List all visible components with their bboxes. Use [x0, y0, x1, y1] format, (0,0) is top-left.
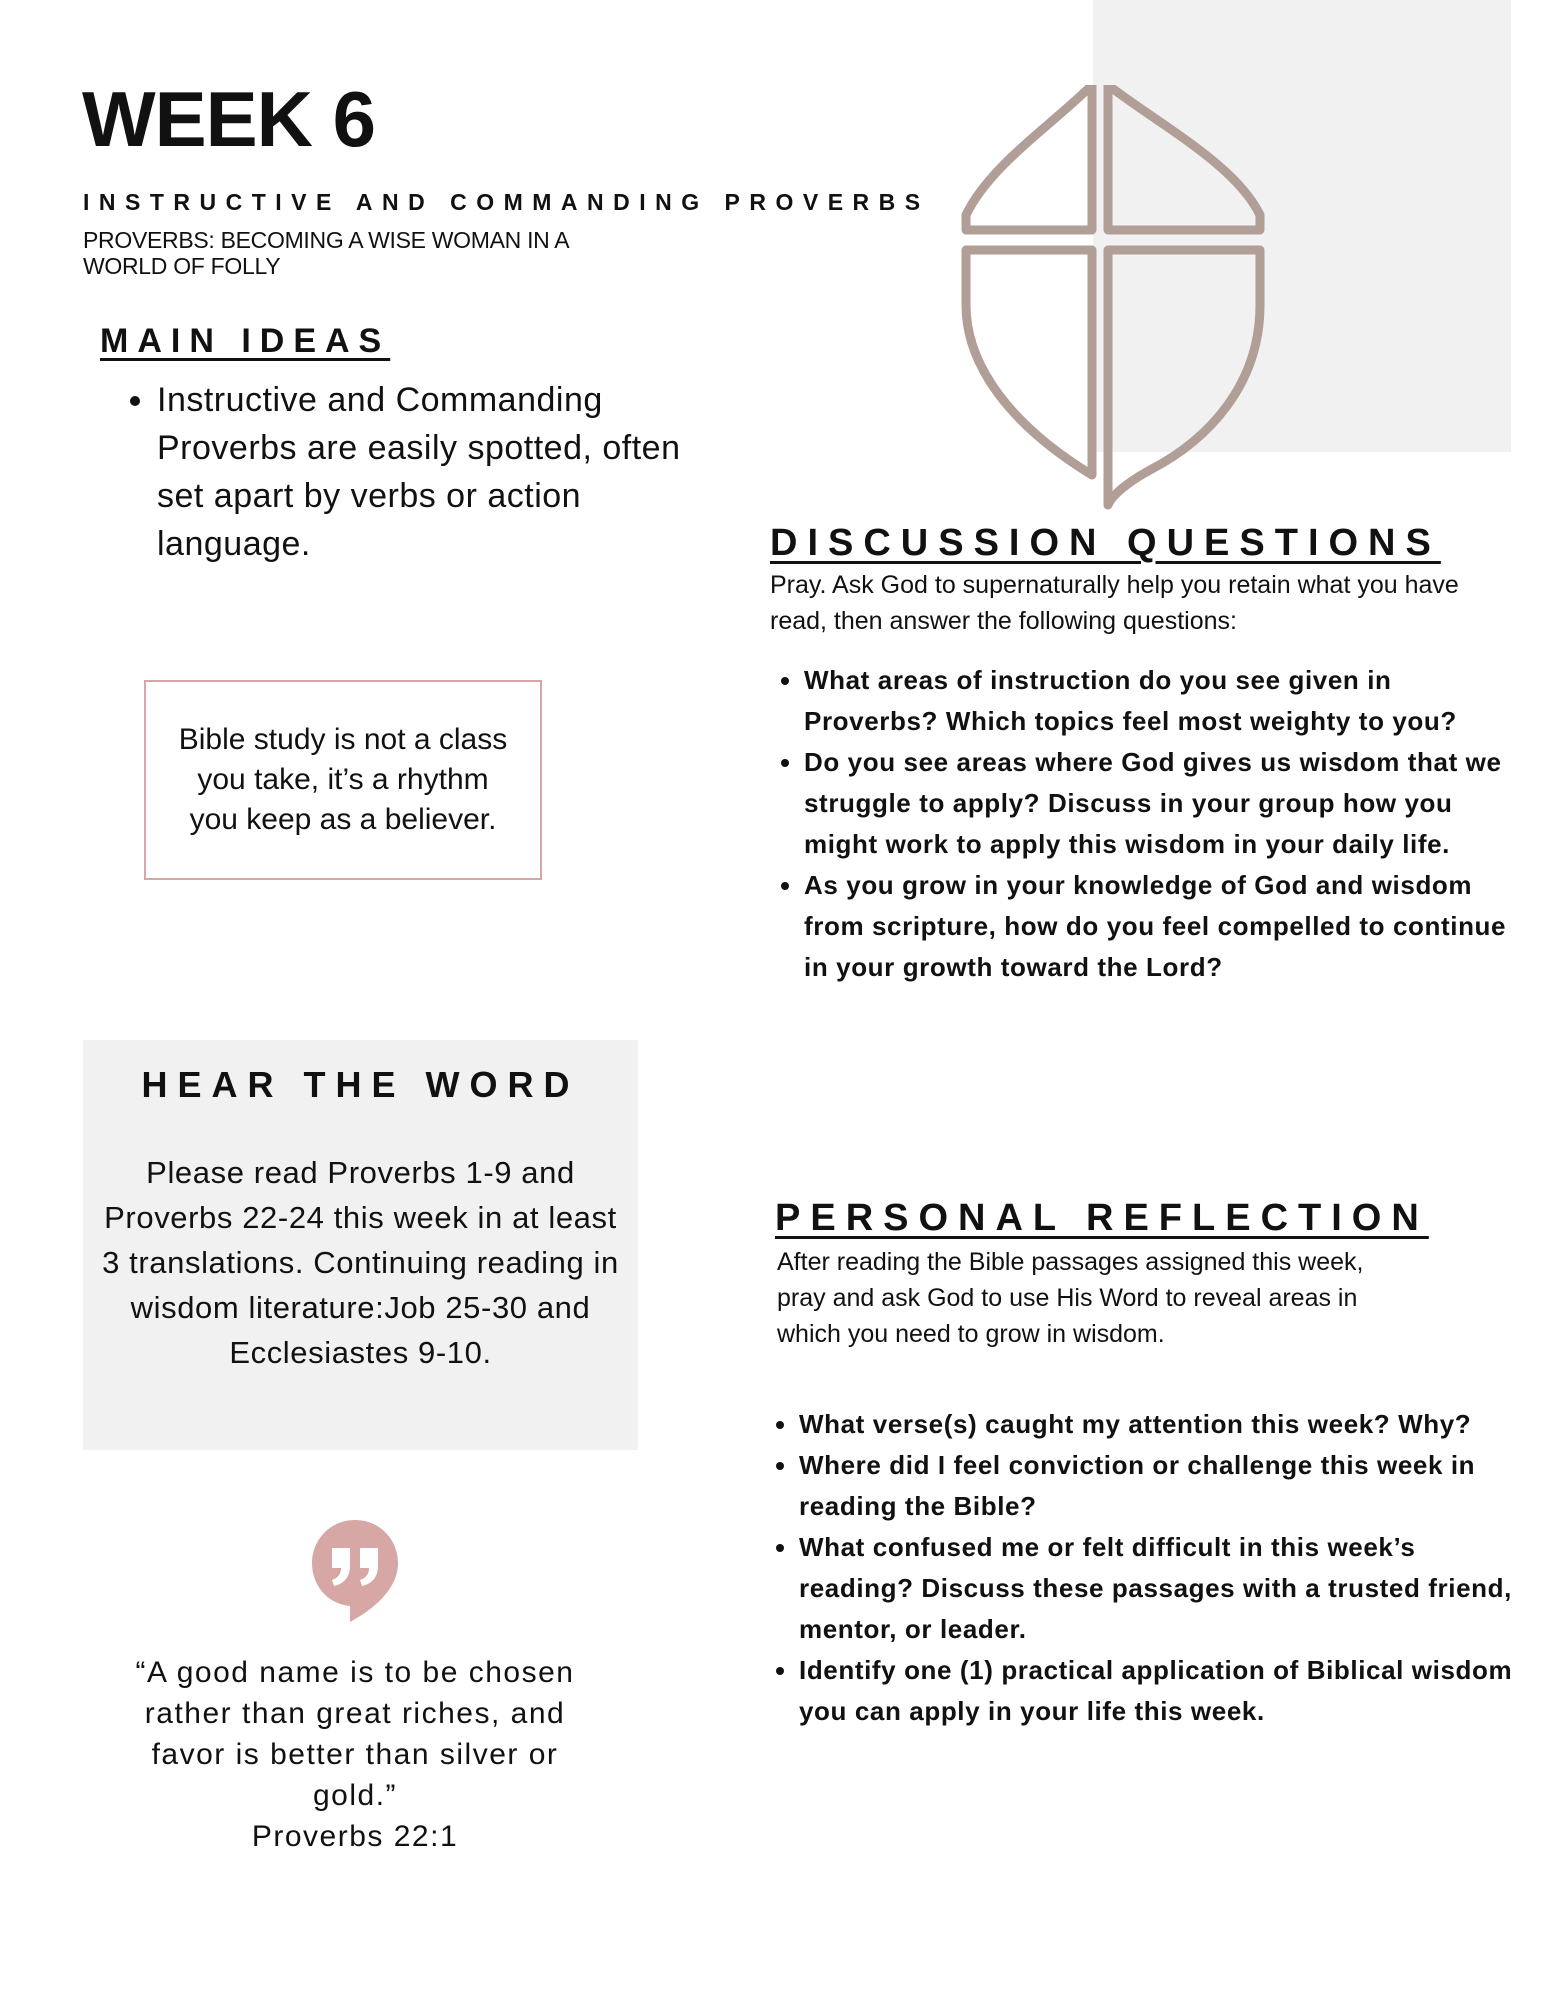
callout-text: Bible study is not a class you take, it’s a rhythm you keep as a believer.: [178, 723, 508, 836]
quote-block: [120, 1652, 590, 1857]
discussion-heading: DISCUSSION QUESTIONS: [770, 522, 1441, 564]
reflection-list: [767, 1404, 1529, 1732]
main-ideas-heading: MAIN IDEAS: [100, 322, 391, 360]
quote-bubble-icon: [310, 1518, 400, 1624]
week-title: WEEK 6: [82, 75, 376, 163]
main-ideas-list: [125, 376, 717, 568]
week-subtitle: INSTRUCTIVE AND COMMANDING PROVERBS: [83, 189, 930, 215]
hear-the-word-heading: HEAR THE WORD: [141, 1064, 580, 1105]
list-item: • Do you see areas where God gives us wisdom that we struggle to apply? Discuss in your group how you might work to apply this wisdom in your daily life.: [804, 742, 1529, 865]
quote-text: “A good name is to be chosen rather than great riches, and favor is better than silver or gold.”: [135, 1656, 575, 1812]
list-item: • Identify one (1) practical application of Biblical wisdom you can apply in your life this week.: [799, 1650, 1529, 1732]
hear-the-word-text: Please read Proverbs 1-9 and Proverbs 22-24 this week in at least 3 translations. Continuing reading in wisdom literature:Job 25-30 and Ecclesiastes 9-10.: [102, 1155, 619, 1370]
cross-shield-icon: [960, 85, 1280, 515]
list-item: • What confused me or felt difficult in this week’s reading? Discuss these passages with a trusted friend, mentor, or leader.: [799, 1527, 1529, 1650]
discussion-intro: Pray. Ask God to supernaturally help you retain what you have read, then answer the following questions:: [770, 571, 1459, 635]
list-item: • As you grow in your knowledge of God and wisdom from scripture, how do you feel compelled to continue in your growth toward the Lord?: [804, 865, 1529, 988]
list-item: • Instructive and Commanding Proverbs are easily spotted, often set apart by verbs or action language.: [157, 376, 717, 568]
series-title: PROVERBS: BECOMING A WISE WOMAN IN A WORLD OF FOLLY: [83, 227, 569, 279]
callout-box: [144, 680, 542, 880]
reflection-heading: PERSONAL REFLECTION: [775, 1197, 1429, 1239]
list-item: • What verse(s) caught my attention this week? Why?: [799, 1404, 1529, 1445]
list-item: • Where did I feel conviction or challenge this week in reading the Bible?: [799, 1445, 1529, 1527]
discussion-list: [772, 660, 1529, 988]
list-item: • What areas of instruction do you see given in Proverbs? Which topics feel most weighty to you?: [804, 660, 1529, 742]
reflection-intro: After reading the Bible passages assigned this week, pray and ask God to use His Word to reveal areas in which you need to grow in wisdom.: [777, 1248, 1364, 1348]
hear-the-word-panel: [83, 1040, 638, 1450]
quote-reference: Proverbs 22:1: [251, 1820, 459, 1853]
